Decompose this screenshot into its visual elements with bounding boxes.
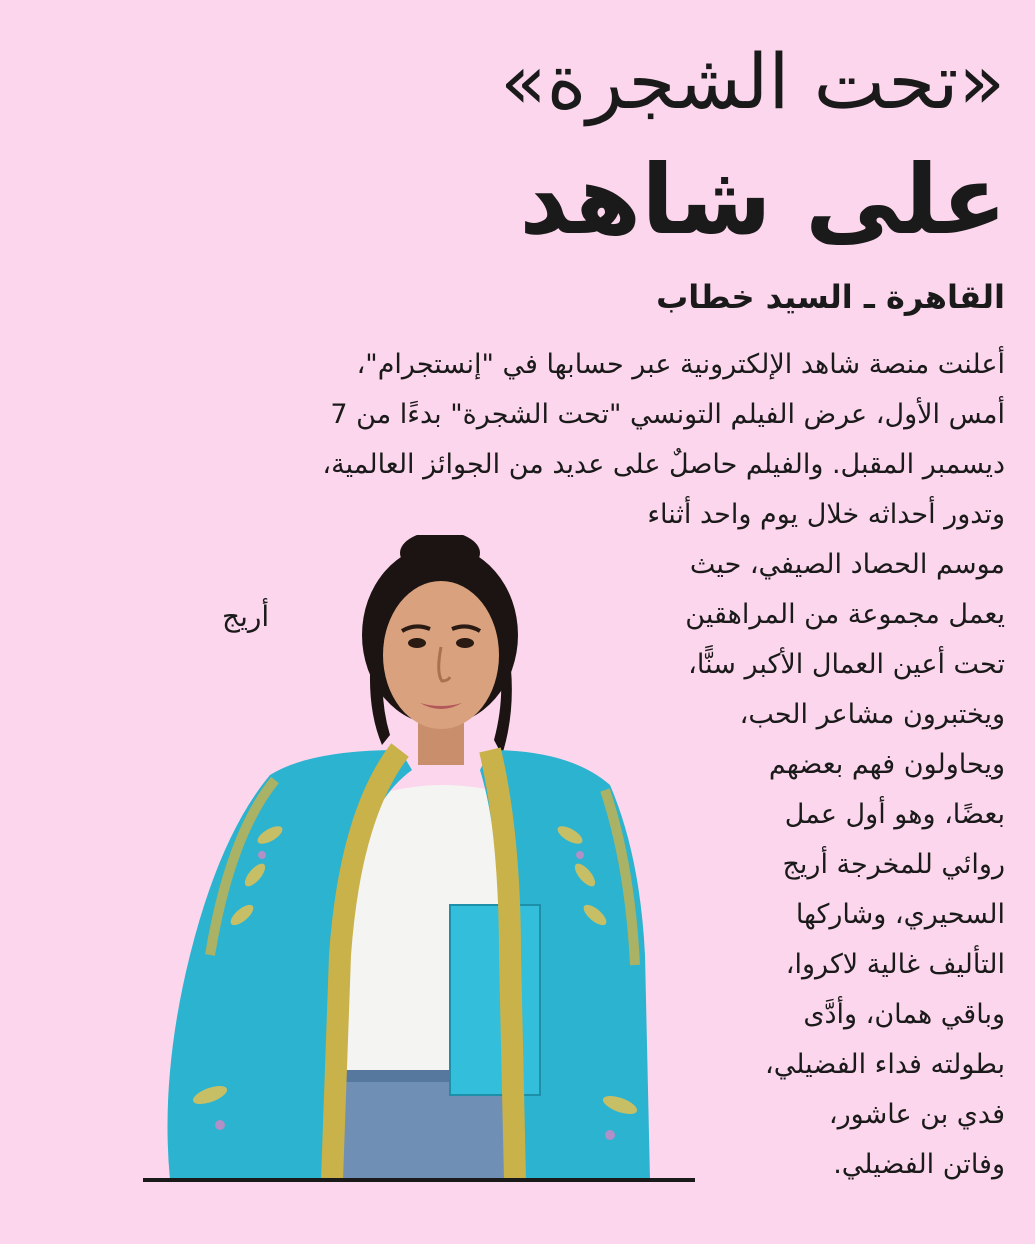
photo-caption: أريج bbox=[222, 600, 270, 633]
body-line: السحيري، وشاركها bbox=[795, 899, 1005, 930]
body-line: أمس الأول، عرض الفيلم التونسي "تحت الشجرة" بدءًا من 7 bbox=[330, 399, 1005, 430]
body-line: تحت أعين العمال الأكبر سنًّا، bbox=[688, 649, 1005, 680]
body-line: أعلنت منصة شاهد الإلكترونية عبر حسابها في "إنستجرام"، bbox=[356, 349, 1005, 380]
body-line: وفاتن الفضيلي. bbox=[833, 1149, 1005, 1180]
byline: القاهرة ـ السيد خطاب bbox=[656, 278, 1005, 316]
photo-baseline-rule bbox=[143, 1178, 695, 1182]
body-line: بطولته فداء الفضيلي، bbox=[764, 1049, 1005, 1080]
headline-line-2: على شاهد bbox=[519, 144, 1007, 256]
body-line: موسم الحصاد الصيفي، حيث bbox=[689, 549, 1005, 580]
body-line: وباقي همان، وأدَّى bbox=[803, 999, 1005, 1030]
headline-line-1: «تحت الشجرة» bbox=[500, 37, 1005, 126]
body-line: ويختبرون مشاعر الحب، bbox=[739, 699, 1005, 730]
body-line: روائي للمخرجة أريج bbox=[782, 849, 1005, 880]
body-line: وتدور أحداثه خلال يوم واحد أثناء bbox=[647, 499, 1005, 530]
body-line: ويحاولون فهم بعضهم bbox=[768, 749, 1005, 780]
body-line: فدي بن عاشور، bbox=[828, 1099, 1005, 1130]
body-line: يعمل مجموعة من المراهقين bbox=[685, 599, 1005, 630]
body-line: ديسمبر المقبل. والفيلم حاصلٌ على عديد من الجوائز العالمية، bbox=[322, 449, 1005, 480]
body-line: التأليف غالية لاكروا، bbox=[785, 949, 1005, 980]
body-line: بعضًا، وهو أول عمل bbox=[784, 799, 1005, 830]
